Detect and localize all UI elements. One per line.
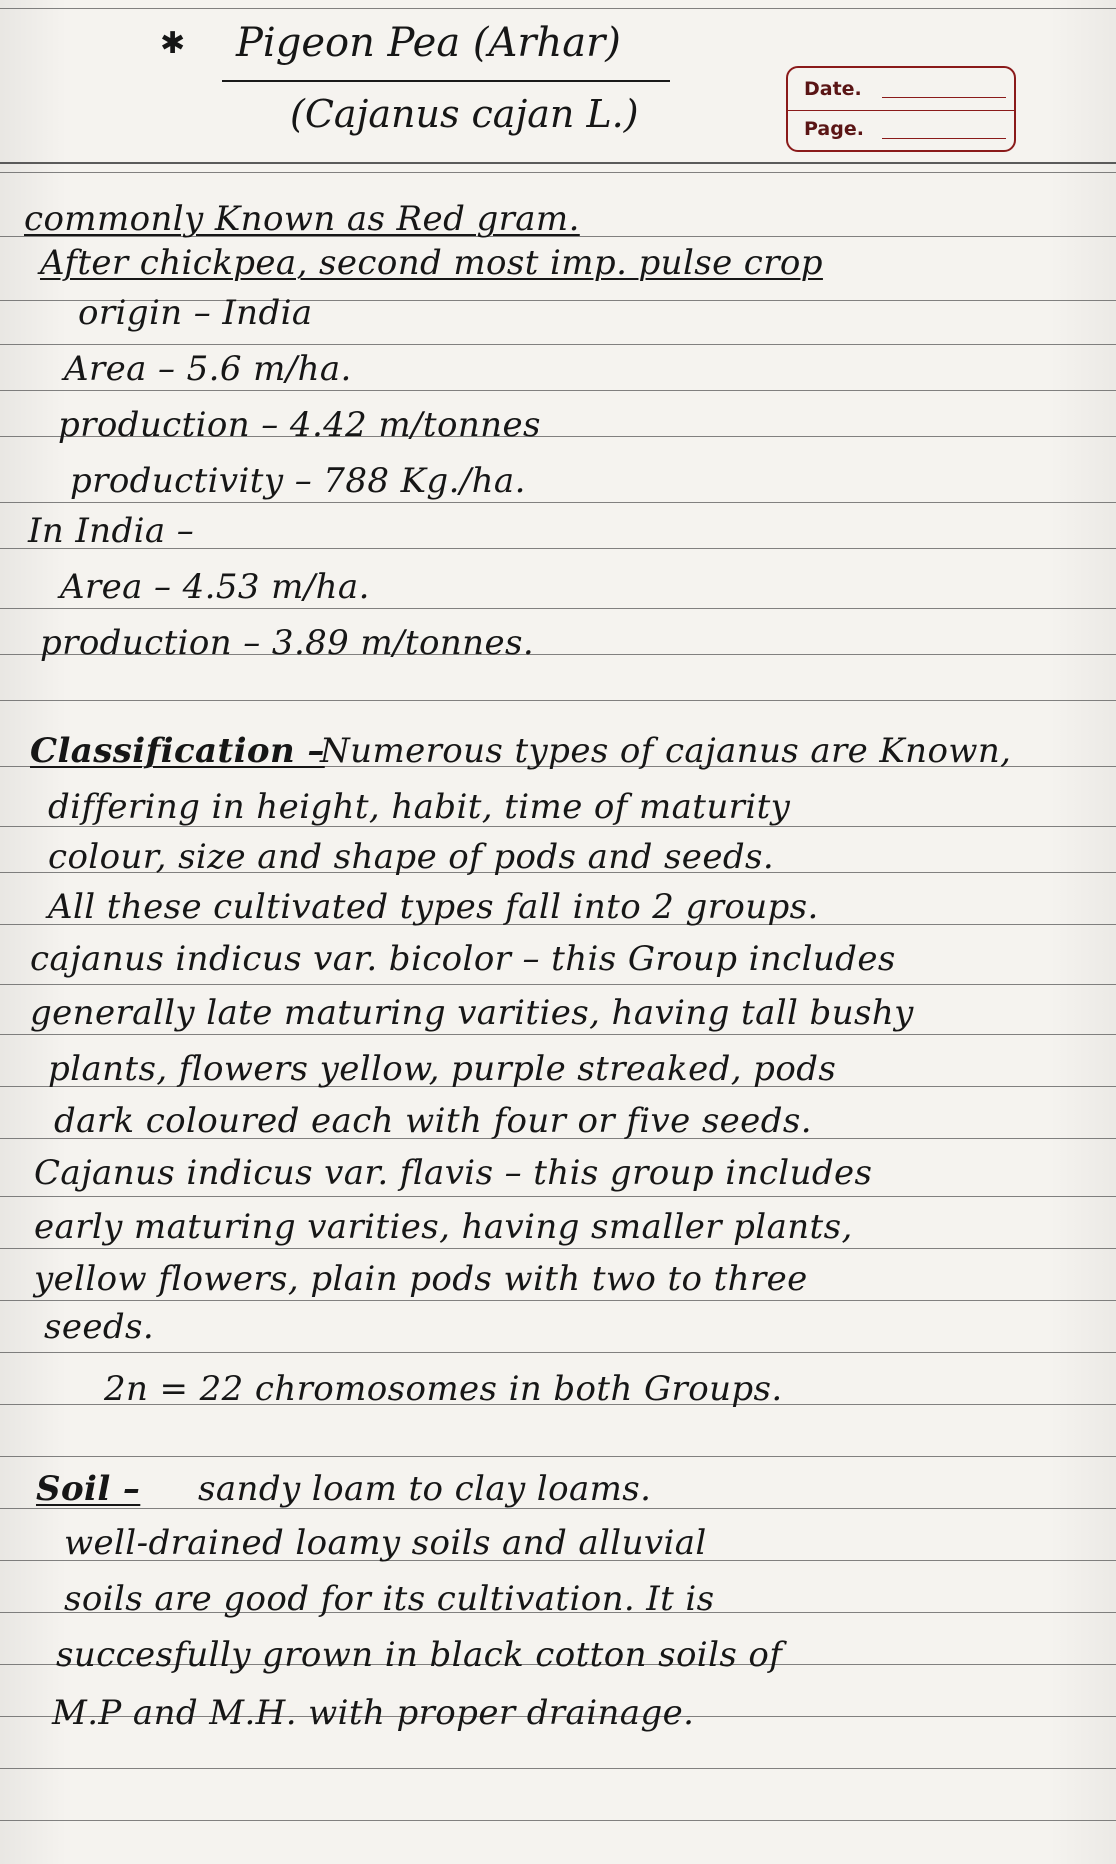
- ruled-line: [0, 1300, 1116, 1301]
- classification-line: Numerous types of cajanus are Known,: [320, 731, 1012, 771]
- soil-line: well-drained loamy soils and alluvial: [64, 1523, 707, 1563]
- classification-line: plants, flowers yellow, purple streaked, pods: [48, 1049, 837, 1089]
- classification-line: dark coloured each with four or five seeds.: [54, 1101, 812, 1141]
- classification-heading: Classification –: [30, 731, 325, 771]
- ruled-line: [0, 1248, 1116, 1249]
- ruled-line: [0, 984, 1116, 985]
- classification-line: All these cultivated types fall into 2 groups.: [48, 887, 819, 927]
- box-divider: [788, 110, 1014, 111]
- intro-line: commonly Known as Red gram.: [24, 199, 580, 239]
- ruled-line: [0, 390, 1116, 391]
- star-bullet-icon: ✱: [160, 26, 186, 61]
- ruled-line: [0, 1456, 1116, 1457]
- ruled-line: [0, 608, 1116, 609]
- date-label: Date.: [804, 78, 862, 100]
- ruled-line: [0, 1352, 1116, 1353]
- page-title: Pigeon Pea (Arhar): [236, 20, 621, 66]
- chromosome-line: 2n = 22 chromosomes in both Groups.: [104, 1369, 783, 1409]
- ruled-line: [0, 1768, 1116, 1769]
- classification-line: seeds.: [44, 1307, 155, 1347]
- title-underline: [222, 80, 670, 82]
- classification-line: generally late maturing varities, having tall bushy: [30, 993, 914, 1033]
- classification-line: yellow flowers, plain pods with two to three: [34, 1259, 808, 1299]
- page-line: [882, 138, 1006, 139]
- soil-line: M.P and M.H. with proper drainage.: [52, 1693, 695, 1733]
- ruled-line: [0, 8, 1116, 9]
- intro-line: production – 4.42 m/tonnes: [58, 405, 541, 445]
- soil-line: soils are good for its cultivation. It is: [64, 1579, 715, 1619]
- classification-line: early maturing varities, having smaller plants,: [34, 1207, 853, 1247]
- ruled-line: [0, 344, 1116, 345]
- date-line: [882, 97, 1006, 98]
- soil-line: succesfully grown in black cotton soils of: [56, 1635, 783, 1675]
- classification-line: differing in height, habit, time of maturity: [48, 787, 791, 827]
- ruled-line: [0, 1820, 1116, 1821]
- date-page-box: [786, 66, 1016, 152]
- ruled-line: [0, 700, 1116, 701]
- soil-heading: Soil –: [36, 1469, 141, 1509]
- intro-line: productivity – 788 Kg./ha.: [70, 461, 526, 501]
- intro-line: Area – 4.53 m/ha.: [60, 567, 370, 607]
- header-rule: [0, 162, 1116, 164]
- intro-line: origin – India: [78, 293, 313, 333]
- ruled-line: [0, 502, 1116, 503]
- page-subtitle: (Cajanus cajan L.): [290, 92, 639, 136]
- page-label: Page.: [804, 118, 864, 140]
- soil-line: sandy loam to clay loams.: [198, 1469, 652, 1509]
- intro-line: Area – 5.6 m/ha.: [64, 349, 352, 389]
- ruled-line: [0, 172, 1116, 173]
- intro-line: production – 3.89 m/tonnes.: [40, 623, 535, 663]
- classification-line: colour, size and shape of pods and seeds.: [48, 837, 775, 877]
- classification-line: Cajanus indicus var. flavis – this group includes: [34, 1153, 873, 1193]
- classification-line: cajanus indicus var. bicolor – this Group includes: [30, 939, 896, 979]
- intro-line: In India –: [28, 511, 195, 551]
- ruled-line: [0, 1034, 1116, 1035]
- ruled-line: [0, 1196, 1116, 1197]
- intro-line: After chickpea, second most imp. pulse crop: [40, 243, 823, 283]
